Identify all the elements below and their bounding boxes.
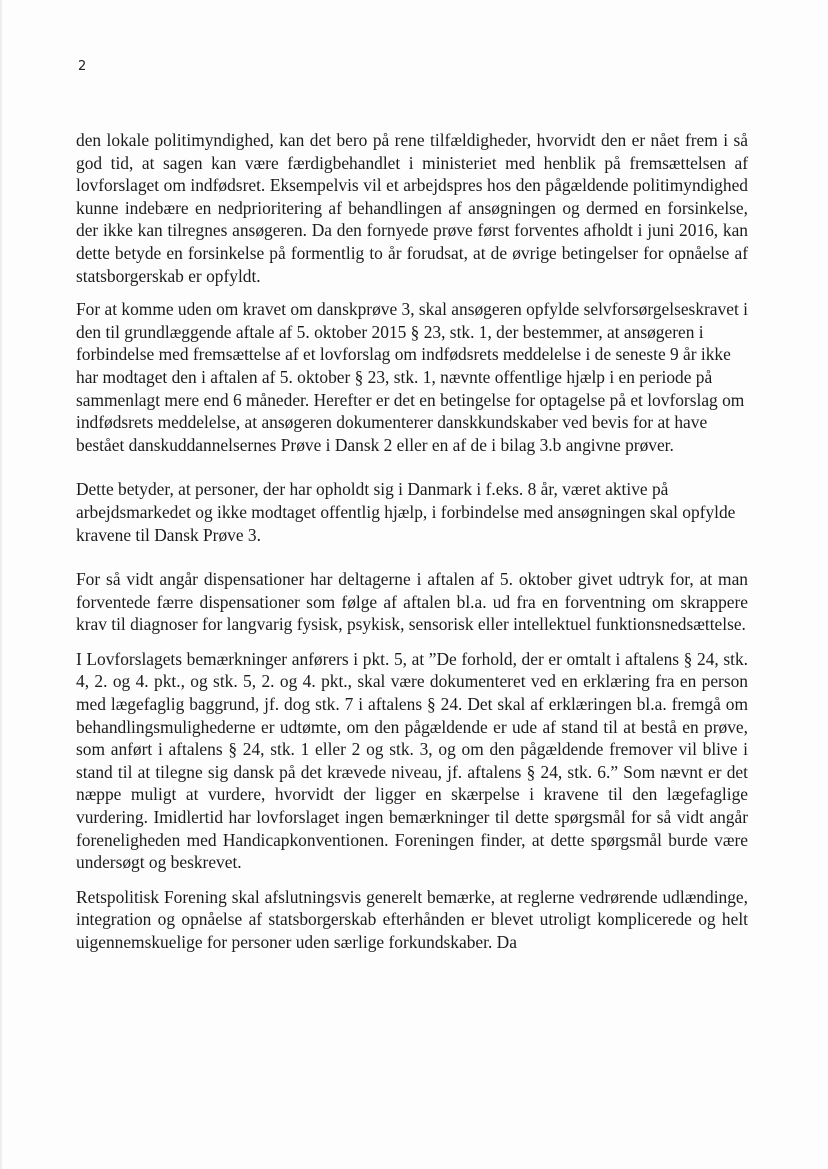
scan-edge-shadow <box>0 0 3 1169</box>
page-number: 2 <box>78 59 87 74</box>
paragraph-police-delay: den lokale politimyndighed, kan det bero på rene tilfældigheder, hvorvidt den er nået frem i så god tid, at sagen kan være færdigbehandlet i ministeriet med henblik på fremsættelsen af lovforslaget om indfødsret. Eksempelvis vil et arbejdspres hos den pågældende politimyndighed kunne indebære en nedprioritering af behandlingen af ansøgningen og dermed en forsinkelse, der ikke kan tilregnes ansøgeren. Da den fornyede prøve først forventes afholdt i juni 2016, kan dette betyde en forsinkelse på formentlig to år forudsat, at de øvrige betingelser for opnåelse af statsborgerskab er opfyldt. <box>76 130 748 286</box>
paragraph-closing-remark: Retspolitisk Forening skal afslutningsvis generelt bemærke, at reglerne vedrørende udlændinge, integration og opnåelse af statsborgerskab efterhånden er blevet utroligt komplicerede og helt uigennemskuelige for personer uden særlige forkundskaber. Da <box>76 886 748 952</box>
paragraph-dispensations: For så vidt angår dispensationer har deltagerne i aftalen af 5. oktober givet udtryk for, at man forventede færre dispensationer som følge af aftalen bl.a. ud fra en forventning om skrappere krav til diagnoser for langvarig fysisk, psykisk, sensorisk eller intellektuel funktionsnedsættelse. <box>76 569 748 635</box>
paragraph-self-support-requirement: For at komme uden om kravet om danskprøve 3, skal ansøgeren opfylde selvforsørgelseskravet i den til grundlæggende aftale af 5. oktober 2015 § 23, stk. 1, der bestemmer, at ansøgeren i forbindelse med fremsættelse af et lovforslag om indfødsrets meddelelse i de seneste 9 år ikke har modtaget den i aftalen af 5. oktober § 23, stk. 1, nævnte offentlige hjælp i en periode på sammenlagt mere end 6 måneder. Herefter er det en betingelse for optagelse på et lovforslag om indfødsrets meddelelse, at ansøgeren dokumenterer danskkundskaber ved bevis for at have bestået danskuddannelsernes Prøve i Dansk 2 eller en af de i bilag 3.b angivne prøver. <box>76 299 748 455</box>
paragraph-consequence: Dette betyder, at personer, der har opholdt sig i Danmark i f.eks. 8 år, været aktive på arbejdsmarkedet og ikke modtaget offentlig hjælp, i forbindelse med ansøgningen skal opfylde kravene til Dansk Prøve 3. <box>76 479 736 545</box>
letter-body <box>76 129 748 954</box>
paragraph-bill-remarks: I Lovforslagets bemærkninger anførers i pkt. 5, at ”De forhold, der er omtalt i aftalens § 24, stk. 4, 2. og 4. pkt., og stk. 5, 2. og 4. pkt., skal være dokumenteret ved en erklæring fra en person med lægefaglig baggrund, jf. dog stk. 7 i aftalens § 24. Det skal af erklæringen bl.a. fremgå om behandlingsmulighederne er udtømte, om den pågældende er ude af stand til at bestå en prøve, som anført i aftalens § 24, stk. 1 eller 2 og stk. 3, og om den pågældende fremover vil blive i stand til at tilegne sig dansk på det krævede niveau, jf. aftalens § 24, stk. 6.” Som nævnt er det næppe muligt at vurdere, hvorvidt der ligger en skærpelse i kravene til den lægefaglige vurdering. Imidlertid har lovforslaget ingen bemærkninger til dette spørgsmål for så vidt angår foreneligheden med Handicapkonventionen. Foreningen finder, at dette spørgsmål burde være undersøgt og beskrevet. <box>76 648 748 873</box>
